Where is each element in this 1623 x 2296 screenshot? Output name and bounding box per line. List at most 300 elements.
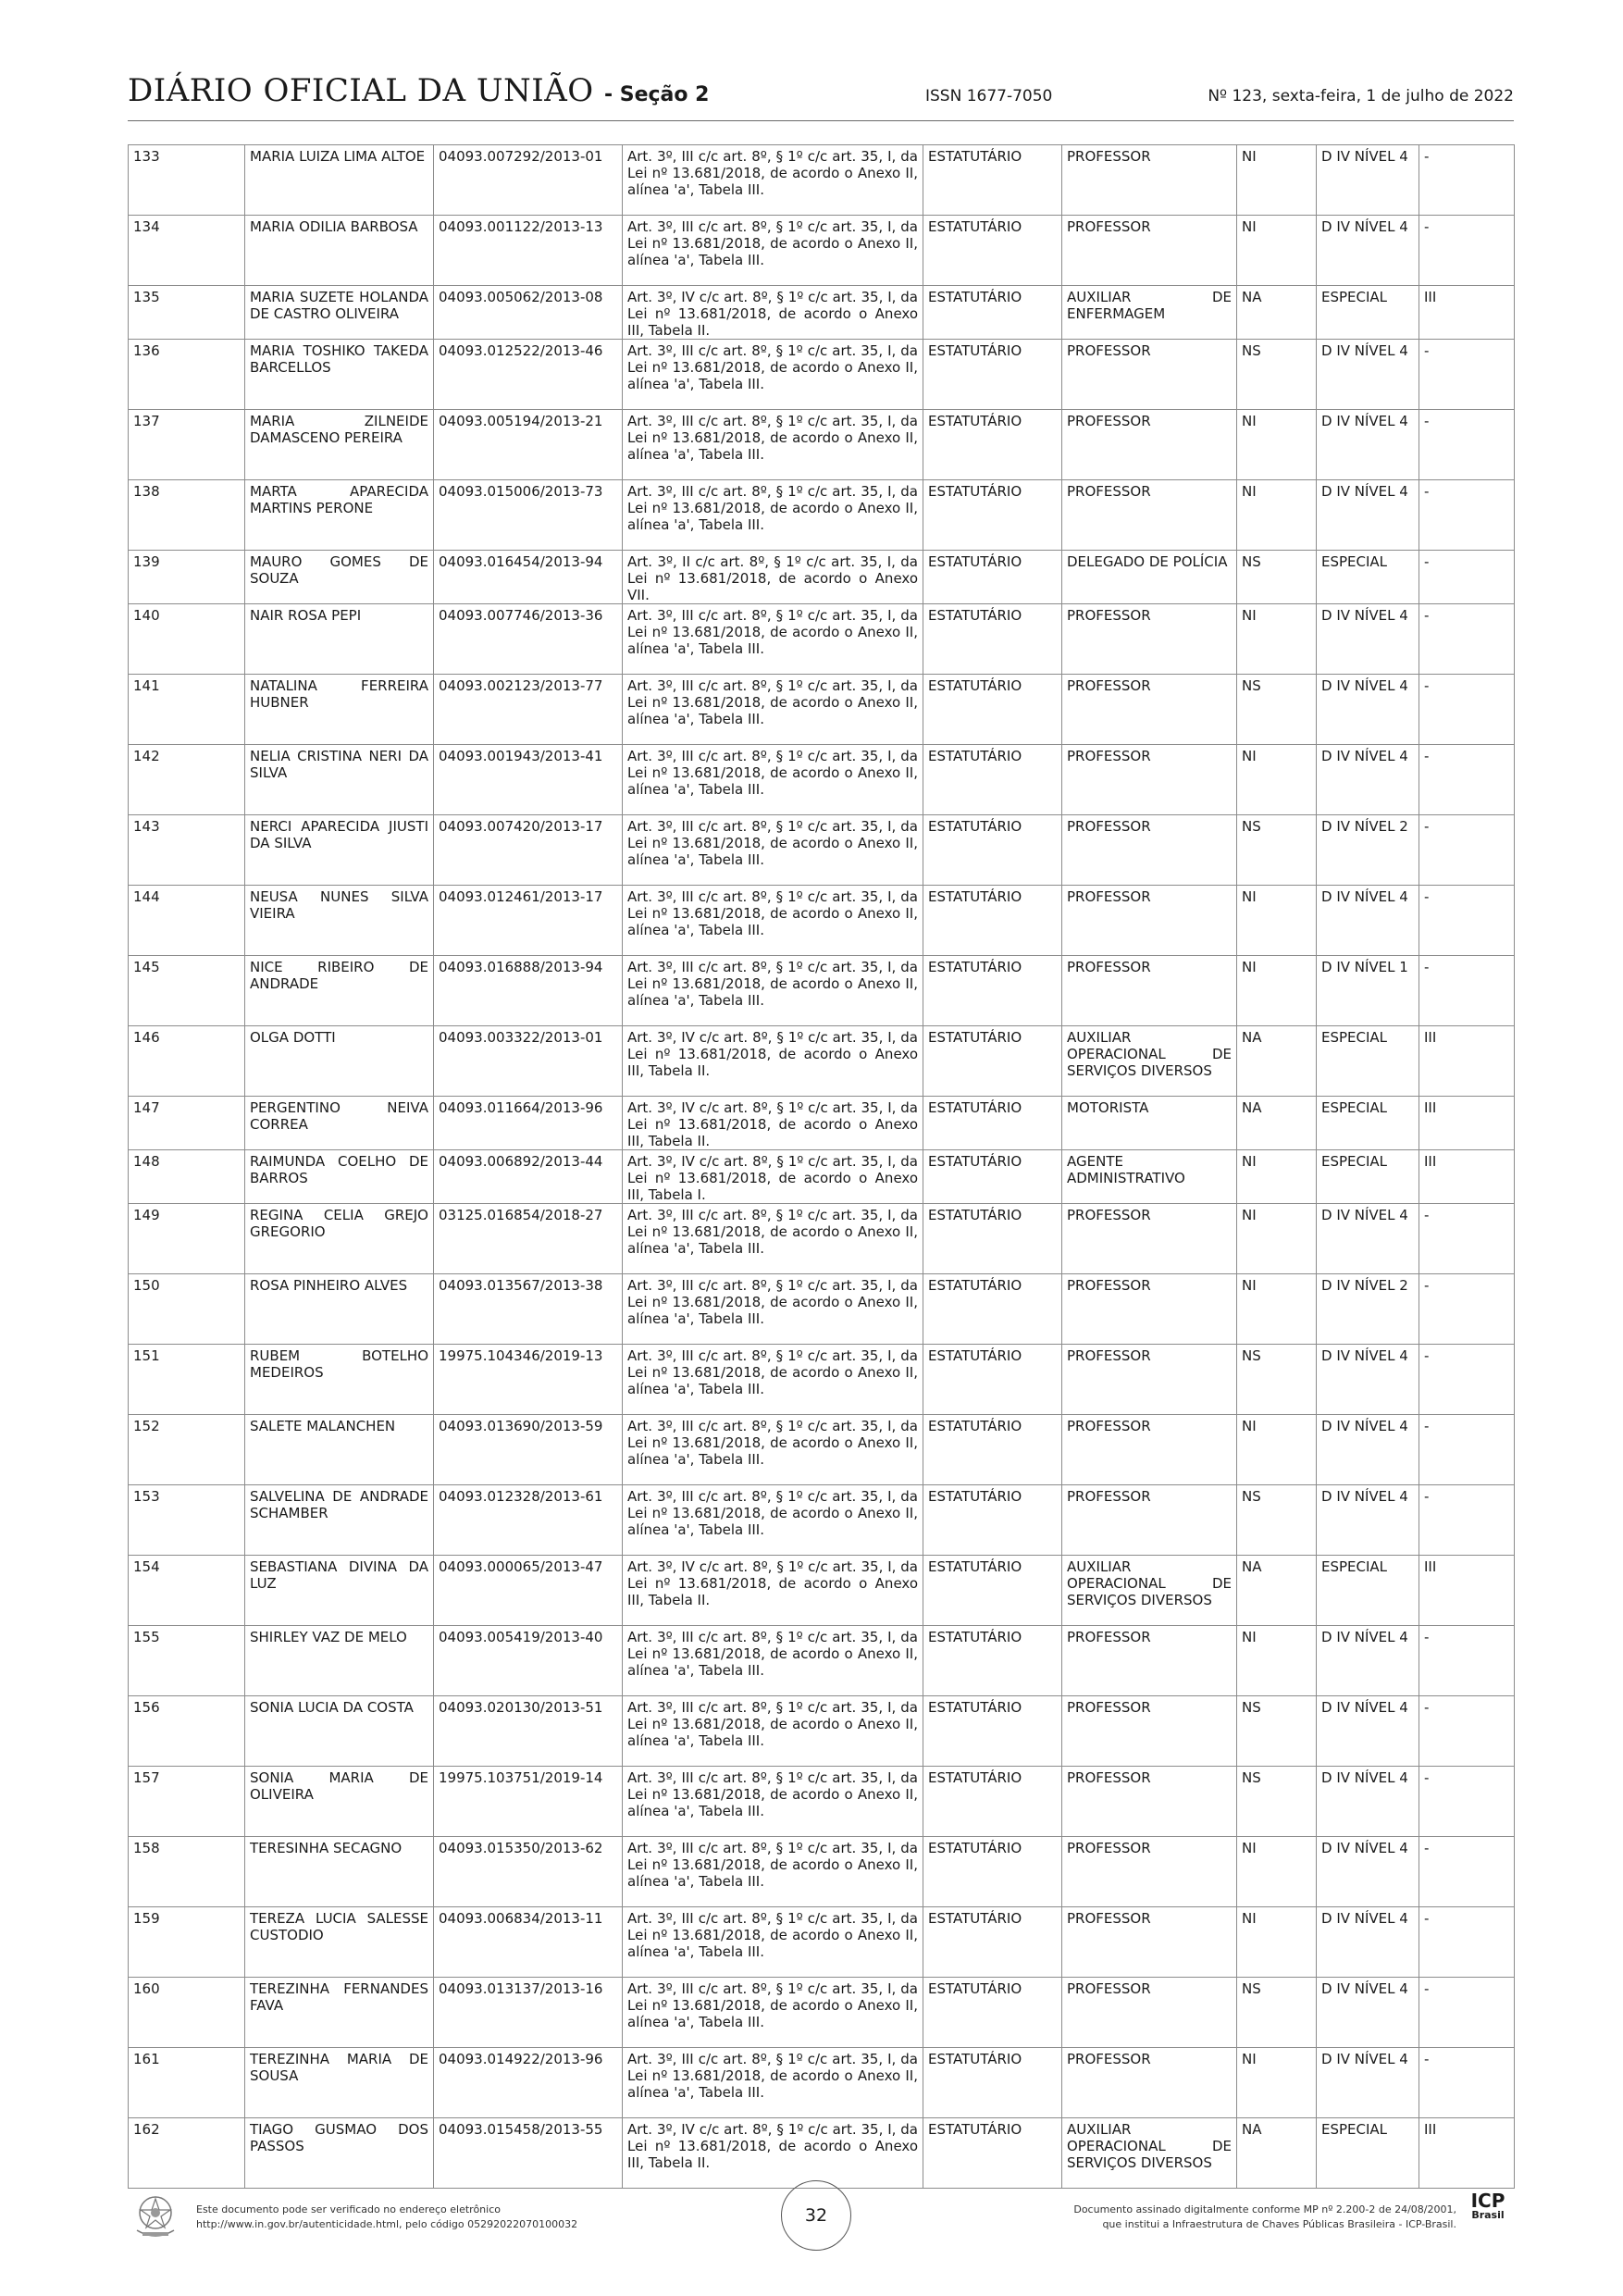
cell-regime: ESTATUTÁRIO [923,1696,1062,1767]
cell-position: AUXILIAR DE ENFERMAGEM [1062,286,1237,340]
cell-level: NA [1237,2118,1317,2189]
cell-standard: - [1419,604,1515,675]
cell-legal-basis: Art. 3º, III c/c art. 8º, § 1º c/c art. 35, I, da Lei nº 13.681/2018, de acordo o Anexo II, alínea 'a', Tabela III. [623,886,923,956]
cell-standard: - [1419,551,1515,604]
cell-legal-basis: Art. 3º, III c/c art. 8º, § 1º c/c art. 35, I, da Lei nº 13.681/2018, de acordo o Anexo II, alínea 'a', Tabela III. [623,410,923,480]
cell-process-number: 04093.000065/2013-47 [434,1556,623,1626]
cell-regime: ESTATUTÁRIO [923,1026,1062,1097]
cell-record-number: 154 [129,1556,245,1626]
cell-regime: ESTATUTÁRIO [923,1415,1062,1485]
page-header [128,70,1514,121]
cell-regime: ESTATUTÁRIO [923,480,1062,551]
republic-coat-of-arms-icon [130,2190,181,2241]
cell-server-name: RAIMUNDA COELHO DE BARROS [245,1150,434,1204]
cell-class-level: D IV NÍVEL 4 [1317,1626,1419,1696]
cell-server-name: TIAGO GUSMAO DOS PASSOS [245,2118,434,2189]
cell-regime: ESTATUTÁRIO [923,551,1062,604]
cell-position: PROFESSOR [1062,886,1237,956]
cell-server-name: MARIA ODILIA BARBOSA [245,216,434,286]
cell-server-name: RUBEM BOTELHO MEDEIROS [245,1345,434,1415]
verification-line-2: http://www.in.gov.br/autenticidade.html, pelo código 05292022070100032 [196,2218,578,2230]
cell-position: AUXILIAR OPERACIONAL DE SERVIÇOS DIVERSOS [1062,2118,1237,2189]
cell-level: NA [1237,1097,1317,1150]
cell-legal-basis: Art. 3º, IV c/c art. 8º, § 1º c/c art. 35, I, da Lei nº 13.681/2018, de acordo o Anexo III, Tabela II. [623,286,923,340]
cell-class-level: D IV NÍVEL 2 [1317,815,1419,886]
cell-position: PROFESSOR [1062,410,1237,480]
cell-server-name: REGINA CELIA GREJO GREGORIO [245,1204,434,1274]
cell-legal-basis: Art. 3º, III c/c art. 8º, § 1º c/c art. 35, I, da Lei nº 13.681/2018, de acordo o Anexo II, alínea 'a', Tabela III. [623,1274,923,1345]
cell-record-number: 145 [129,956,245,1026]
cell-class-level: D IV NÍVEL 4 [1317,1485,1419,1556]
cell-legal-basis: Art. 3º, III c/c art. 8º, § 1º c/c art. 35, I, da Lei nº 13.681/2018, de acordo o Anexo II, alínea 'a', Tabela III. [623,1907,923,1978]
cell-level: NI [1237,145,1317,216]
table-row [129,1837,1515,1907]
cell-legal-basis: Art. 3º, III c/c art. 8º, § 1º c/c art. 35, I, da Lei nº 13.681/2018, de acordo o Anexo II, alínea 'a', Tabela III. [623,956,923,1026]
cell-process-number: 19975.104346/2019-13 [434,1345,623,1415]
cell-server-name: PERGENTINO NEIVA CORREA [245,1097,434,1150]
cell-position: AGENTE ADMINISTRATIVO [1062,1150,1237,1204]
cell-process-number: 04093.016888/2013-94 [434,956,623,1026]
cell-level: NS [1237,340,1317,410]
cell-record-number: 161 [129,2048,245,2118]
cell-legal-basis: Art. 3º, III c/c art. 8º, § 1º c/c art. 35, I, da Lei nº 13.681/2018, de acordo o Anexo II, alínea 'a', Tabela III. [623,815,923,886]
cell-standard: - [1419,410,1515,480]
cell-position: AUXILIAR OPERACIONAL DE SERVIÇOS DIVERSOS [1062,1026,1237,1097]
cell-level: NI [1237,1626,1317,1696]
cell-server-name: NERCI APARECIDA JIUSTI DA SILVA [245,815,434,886]
cell-process-number: 04093.006834/2013-11 [434,1907,623,1978]
journal-title [128,72,709,109]
cell-record-number: 142 [129,745,245,815]
table-row [129,604,1515,675]
cell-process-number: 04093.020130/2013-51 [434,1696,623,1767]
cell-class-level: D IV NÍVEL 4 [1317,1978,1419,2048]
cell-standard: - [1419,815,1515,886]
table-row [129,1204,1515,1274]
cell-server-name: ROSA PINHEIRO ALVES [245,1274,434,1345]
cell-standard: III [1419,1026,1515,1097]
cell-standard: - [1419,1626,1515,1696]
cell-class-level: ESPECIAL [1317,551,1419,604]
table-row [129,675,1515,745]
table-row [129,956,1515,1026]
cell-record-number: 138 [129,480,245,551]
table-row [129,886,1515,956]
cell-regime: ESTATUTÁRIO [923,216,1062,286]
cell-server-name: MARIA TOSHIKO TAKEDA BARCELLOS [245,340,434,410]
cell-record-number: 144 [129,886,245,956]
cell-position: PROFESSOR [1062,1485,1237,1556]
table-row [129,1274,1515,1345]
signature-line-1: Documento assinado digitalmente conforme MP nº 2.200-2 de 24/08/2001, [1073,2203,1456,2215]
cell-process-number: 04093.005194/2013-21 [434,410,623,480]
cell-record-number: 149 [129,1204,245,1274]
cell-standard: - [1419,145,1515,216]
cell-legal-basis: Art. 3º, IV c/c art. 8º, § 1º c/c art. 35, I, da Lei nº 13.681/2018, de acordo o Anexo III, Tabela I. [623,1150,923,1204]
cell-class-level: D IV NÍVEL 4 [1317,745,1419,815]
cell-standard: - [1419,1204,1515,1274]
cell-legal-basis: Art. 3º, IV c/c art. 8º, § 1º c/c art. 35, I, da Lei nº 13.681/2018, de acordo o Anexo III, Tabela II. [623,1026,923,1097]
cell-level: NI [1237,604,1317,675]
cell-position: PROFESSOR [1062,1696,1237,1767]
cell-server-name: TERESINHA SECAGNO [245,1837,434,1907]
cell-standard: - [1419,886,1515,956]
cell-server-name: NEUSA NUNES SILVA VIEIRA [245,886,434,956]
cell-position: PROFESSOR [1062,1907,1237,1978]
cell-legal-basis: Art. 3º, III c/c art. 8º, § 1º c/c art. 35, I, da Lei nº 13.681/2018, de acordo o Anexo II, alínea 'a', Tabela III. [623,1485,923,1556]
cell-regime: ESTATUTÁRIO [923,340,1062,410]
cell-record-number: 133 [129,145,245,216]
cell-server-name: NELIA CRISTINA NERI DA SILVA [245,745,434,815]
table-row [129,1485,1515,1556]
cell-position: PROFESSOR [1062,216,1237,286]
cell-legal-basis: Art. 3º, III c/c art. 8º, § 1º c/c art. 35, I, da Lei nº 13.681/2018, de acordo o Anexo II, alínea 'a', Tabela III. [623,1345,923,1415]
cell-legal-basis: Art. 3º, III c/c art. 8º, § 1º c/c art. 35, I, da Lei nº 13.681/2018, de acordo o Anexo II, alínea 'a', Tabela III. [623,1767,923,1837]
cell-standard: - [1419,1978,1515,2048]
cell-server-name: MARIA ZILNEIDE DAMASCENO PEREIRA [245,410,434,480]
cell-legal-basis: Art. 3º, IV c/c art. 8º, § 1º c/c art. 35, I, da Lei nº 13.681/2018, de acordo o Anexo III, Tabela II. [623,1097,923,1150]
cell-legal-basis: Art. 3º, III c/c art. 8º, § 1º c/c art. 35, I, da Lei nº 13.681/2018, de acordo o Anexo II, alínea 'a', Tabela III. [623,480,923,551]
icp-brasil-logo [1464,2191,1512,2247]
cell-server-name: MAURO GOMES DE SOUZA [245,551,434,604]
cell-level: NI [1237,410,1317,480]
cell-standard: - [1419,1415,1515,1485]
table-row [129,145,1515,216]
cell-position: PROFESSOR [1062,1626,1237,1696]
cell-record-number: 150 [129,1274,245,1345]
cell-position: PROFESSOR [1062,675,1237,745]
cell-server-name: NATALINA FERREIRA HUBNER [245,675,434,745]
cell-position: MOTORISTA [1062,1097,1237,1150]
table-row [129,745,1515,815]
cell-class-level: D IV NÍVEL 4 [1317,1696,1419,1767]
cell-position: PROFESSOR [1062,815,1237,886]
cell-level: NS [1237,1767,1317,1837]
cell-level: NA [1237,1026,1317,1097]
cell-legal-basis: Art. 3º, III c/c art. 8º, § 1º c/c art. 35, I, da Lei nº 13.681/2018, de acordo o Anexo II, alínea 'a', Tabela III. [623,1978,923,2048]
cell-position: PROFESSOR [1062,1274,1237,1345]
cell-level: NS [1237,1696,1317,1767]
cell-class-level: D IV NÍVEL 4 [1317,1837,1419,1907]
cell-server-name: NICE RIBEIRO DE ANDRADE [245,956,434,1026]
cell-process-number: 04093.006892/2013-44 [434,1150,623,1204]
cell-level: NS [1237,1345,1317,1415]
section-label: - Seção 2 [603,83,710,106]
cell-regime: ESTATUTÁRIO [923,675,1062,745]
cell-server-name: TEREZINHA MARIA DE SOUSA [245,2048,434,2118]
cell-record-number: 134 [129,216,245,286]
table-row [129,2048,1515,2118]
cell-server-name: SALVELINA DE ANDRADE SCHAMBER [245,1485,434,1556]
cell-standard: - [1419,745,1515,815]
cell-regime: ESTATUTÁRIO [923,1097,1062,1150]
cell-class-level: D IV NÍVEL 4 [1317,340,1419,410]
table-row [129,1767,1515,1837]
cell-level: NI [1237,1837,1317,1907]
cell-regime: ESTATUTÁRIO [923,286,1062,340]
table-row [129,2118,1515,2189]
cell-regime: ESTATUTÁRIO [923,145,1062,216]
cell-record-number: 157 [129,1767,245,1837]
cell-process-number: 04093.014922/2013-96 [434,2048,623,2118]
cell-standard: III [1419,1556,1515,1626]
page-footer [128,2180,1514,2254]
cell-standard: - [1419,956,1515,1026]
cell-standard: - [1419,1274,1515,1345]
verification-line-1: Este documento pode ser verificado no endereço eletrônico [196,2203,501,2215]
cell-level: NI [1237,480,1317,551]
cell-process-number: 04093.003322/2013-01 [434,1026,623,1097]
cell-class-level: D IV NÍVEL 4 [1317,410,1419,480]
cell-process-number: 04093.013690/2013-59 [434,1415,623,1485]
cell-legal-basis: Art. 3º, III c/c art. 8º, § 1º c/c art. 35, I, da Lei nº 13.681/2018, de acordo o Anexo II, alínea 'a', Tabela III. [623,1837,923,1907]
cell-class-level: D IV NÍVEL 4 [1317,675,1419,745]
cell-record-number: 136 [129,340,245,410]
cell-level: NA [1237,1556,1317,1626]
cell-legal-basis: Art. 3º, III c/c art. 8º, § 1º c/c art. 35, I, da Lei nº 13.681/2018, de acordo o Anexo II, alínea 'a', Tabela III. [623,1626,923,1696]
cell-process-number: 04093.007292/2013-01 [434,145,623,216]
cell-position: PROFESSOR [1062,1767,1237,1837]
cell-process-number: 04093.012461/2013-17 [434,886,623,956]
cell-process-number: 04093.011664/2013-96 [434,1097,623,1150]
cell-class-level: D IV NÍVEL 4 [1317,216,1419,286]
cell-standard: - [1419,1837,1515,1907]
cell-class-level: ESPECIAL [1317,286,1419,340]
cell-level: NS [1237,675,1317,745]
cell-record-number: 147 [129,1097,245,1150]
cell-server-name: OLGA DOTTI [245,1026,434,1097]
cell-class-level: D IV NÍVEL 4 [1317,1204,1419,1274]
cell-standard: III [1419,286,1515,340]
cell-class-level: D IV NÍVEL 4 [1317,2048,1419,2118]
cell-legal-basis: Art. 3º, III c/c art. 8º, § 1º c/c art. 35, I, da Lei nº 13.681/2018, de acordo o Anexo II, alínea 'a', Tabela III. [623,145,923,216]
cell-legal-basis: Art. 3º, III c/c art. 8º, § 1º c/c art. 35, I, da Lei nº 13.681/2018, de acordo o Anexo II, alínea 'a', Tabela III. [623,2048,923,2118]
cell-position: PROFESSOR [1062,604,1237,675]
cell-level: NS [1237,815,1317,886]
cell-class-level: D IV NÍVEL 4 [1317,1907,1419,1978]
cell-server-name: SALETE MALANCHEN [245,1415,434,1485]
cell-position: PROFESSOR [1062,340,1237,410]
cell-class-level: ESPECIAL [1317,1150,1419,1204]
cell-regime: ESTATUTÁRIO [923,1626,1062,1696]
cell-server-name: MARTA APARECIDA MARTINS PERONE [245,480,434,551]
cell-legal-basis: Art. 3º, III c/c art. 8º, § 1º c/c art. 35, I, da Lei nº 13.681/2018, de acordo o Anexo II, alínea 'a', Tabela III. [623,745,923,815]
table-row [129,1097,1515,1150]
cell-position: PROFESSOR [1062,956,1237,1026]
cell-process-number: 04093.002123/2013-77 [434,675,623,745]
icp-logo-top: ICP [1470,2190,1505,2212]
cell-process-number: 04093.015350/2013-62 [434,1837,623,1907]
cell-level: NI [1237,1907,1317,1978]
table-row [129,815,1515,886]
cell-record-number: 143 [129,815,245,886]
cell-process-number: 19975.103751/2019-14 [434,1767,623,1837]
cell-standard: III [1419,2118,1515,2189]
journal-name: DIÁRIO OFICIAL DA UNIÃO [128,72,594,109]
table-row [129,1150,1515,1204]
cell-level: NI [1237,1204,1317,1274]
cell-server-name: SHIRLEY VAZ DE MELO [245,1626,434,1696]
cell-record-number: 153 [129,1485,245,1556]
cell-process-number: 04093.001122/2013-13 [434,216,623,286]
table-row [129,340,1515,410]
cell-class-level: D IV NÍVEL 4 [1317,1345,1419,1415]
cell-position: AUXILIAR OPERACIONAL DE SERVIÇOS DIVERSOS [1062,1556,1237,1626]
cell-class-level: D IV NÍVEL 4 [1317,604,1419,675]
cell-regime: ESTATUTÁRIO [923,1274,1062,1345]
cell-record-number: 146 [129,1026,245,1097]
cell-regime: ESTATUTÁRIO [923,1978,1062,2048]
cell-regime: ESTATUTÁRIO [923,745,1062,815]
cell-record-number: 158 [129,1837,245,1907]
cell-record-number: 156 [129,1696,245,1767]
records-table [128,144,1515,2189]
cell-record-number: 152 [129,1415,245,1485]
cell-standard: III [1419,1097,1515,1150]
cell-record-number: 160 [129,1978,245,2048]
icp-logo-bottom: Brasil [1471,2209,1505,2221]
cell-regime: ESTATUTÁRIO [923,1485,1062,1556]
cell-record-number: 140 [129,604,245,675]
table-row [129,286,1515,340]
cell-class-level: ESPECIAL [1317,2118,1419,2189]
cell-legal-basis: Art. 3º, III c/c art. 8º, § 1º c/c art. 35, I, da Lei nº 13.681/2018, de acordo o Anexo II, alínea 'a', Tabela III. [623,675,923,745]
cell-legal-basis: Art. 3º, III c/c art. 8º, § 1º c/c art. 35, I, da Lei nº 13.681/2018, de acordo o Anexo II, alínea 'a', Tabela III. [623,340,923,410]
cell-standard: III [1419,1150,1515,1204]
cell-process-number: 04093.007420/2013-17 [434,815,623,886]
cell-process-number: 04093.012522/2013-46 [434,340,623,410]
edition-date: Nº 123, sexta-feira, 1 de julho de 2022 [1208,87,1514,105]
cell-record-number: 137 [129,410,245,480]
cell-regime: ESTATUTÁRIO [923,410,1062,480]
cell-level: NI [1237,886,1317,956]
cell-regime: ESTATUTÁRIO [923,2048,1062,2118]
cell-position: PROFESSOR [1062,1415,1237,1485]
cell-record-number: 141 [129,675,245,745]
page-number: 32 [781,2180,851,2251]
cell-legal-basis: Art. 3º, III c/c art. 8º, § 1º c/c art. 35, I, da Lei nº 13.681/2018, de acordo o Anexo II, alínea 'a', Tabela III. [623,1204,923,1274]
cell-level: NI [1237,1150,1317,1204]
cell-standard: - [1419,2048,1515,2118]
cell-class-level: ESPECIAL [1317,1097,1419,1150]
cell-level: NI [1237,216,1317,286]
cell-server-name: MARIA LUIZA LIMA ALTOE [245,145,434,216]
table-row [129,1026,1515,1097]
cell-level: NA [1237,286,1317,340]
cell-regime: ESTATUTÁRIO [923,1150,1062,1204]
cell-server-name: SEBASTIANA DIVINA DA LUZ [245,1556,434,1626]
cell-position: PROFESSOR [1062,1837,1237,1907]
cell-legal-basis: Art. 3º, III c/c art. 8º, § 1º c/c art. 35, I, da Lei nº 13.681/2018, de acordo o Anexo II, alínea 'a', Tabela III. [623,1415,923,1485]
cell-regime: ESTATUTÁRIO [923,815,1062,886]
cell-level: NS [1237,1485,1317,1556]
cell-class-level: D IV NÍVEL 4 [1317,145,1419,216]
cell-level: NI [1237,1415,1317,1485]
cell-position: PROFESSOR [1062,480,1237,551]
cell-regime: ESTATUTÁRIO [923,1837,1062,1907]
cell-process-number: 04093.016454/2013-94 [434,551,623,604]
cell-record-number: 155 [129,1626,245,1696]
cell-standard: - [1419,1907,1515,1978]
digital-signature-note [1073,2203,1456,2232]
cell-regime: ESTATUTÁRIO [923,1556,1062,1626]
cell-standard: - [1419,675,1515,745]
cell-record-number: 148 [129,1150,245,1204]
cell-regime: ESTATUTÁRIO [923,604,1062,675]
cell-standard: - [1419,1345,1515,1415]
cell-position: PROFESSOR [1062,1978,1237,2048]
table-row [129,1415,1515,1485]
cell-legal-basis: Art. 3º, III c/c art. 8º, § 1º c/c art. 35, I, da Lei nº 13.681/2018, de acordo o Anexo II, alínea 'a', Tabela III. [623,1696,923,1767]
cell-level: NS [1237,1978,1317,2048]
cell-level: NI [1237,956,1317,1026]
cell-position: PROFESSOR [1062,145,1237,216]
issn: ISSN 1677-7050 [925,87,1053,105]
cell-server-name: TEREZINHA FERNANDES FAVA [245,1978,434,2048]
table-row [129,1556,1515,1626]
cell-class-level: D IV NÍVEL 4 [1317,886,1419,956]
cell-process-number: 04093.001943/2013-41 [434,745,623,815]
cell-legal-basis: Art. 3º, II c/c art. 8º, § 1º c/c art. 35, I, da Lei nº 13.681/2018, de acordo o Anexo VII. [623,551,923,604]
cell-process-number: 03125.016854/2018-27 [434,1204,623,1274]
cell-process-number: 04093.015458/2013-55 [434,2118,623,2189]
cell-level: NI [1237,1274,1317,1345]
table-row [129,1978,1515,2048]
cell-legal-basis: Art. 3º, III c/c art. 8º, § 1º c/c art. 35, I, da Lei nº 13.681/2018, de acordo o Anexo II, alínea 'a', Tabela III. [623,604,923,675]
cell-process-number: 04093.005062/2013-08 [434,286,623,340]
cell-server-name: SONIA MARIA DE OLIVEIRA [245,1767,434,1837]
cell-server-name: NAIR ROSA PEPI [245,604,434,675]
cell-record-number: 162 [129,2118,245,2189]
table-row [129,551,1515,604]
table-row [129,1907,1515,1978]
cell-server-name: MARIA SUZETE HOLANDA DE CASTRO OLIVEIRA [245,286,434,340]
cell-position: DELEGADO DE POLÍCIA [1062,551,1237,604]
cell-regime: ESTATUTÁRIO [923,1345,1062,1415]
verification-note [196,2203,577,2232]
cell-class-level: ESPECIAL [1317,1556,1419,1626]
cell-position: PROFESSOR [1062,1345,1237,1415]
cell-server-name: SONIA LUCIA DA COSTA [245,1696,434,1767]
cell-regime: ESTATUTÁRIO [923,1907,1062,1978]
cell-record-number: 159 [129,1907,245,1978]
cell-class-level: D IV NÍVEL 4 [1317,480,1419,551]
cell-standard: - [1419,480,1515,551]
cell-class-level: ESPECIAL [1317,1026,1419,1097]
cell-class-level: D IV NÍVEL 1 [1317,956,1419,1026]
cell-regime: ESTATUTÁRIO [923,956,1062,1026]
cell-position: PROFESSOR [1062,745,1237,815]
cell-process-number: 04093.005419/2013-40 [434,1626,623,1696]
cell-process-number: 04093.015006/2013-73 [434,480,623,551]
table-row [129,216,1515,286]
table-row [129,480,1515,551]
cell-regime: ESTATUTÁRIO [923,2118,1062,2189]
cell-regime: ESTATUTÁRIO [923,1204,1062,1274]
cell-server-name: TEREZA LUCIA SALESSE CUSTODIO [245,1907,434,1978]
cell-level: NI [1237,2048,1317,2118]
table-row [129,1696,1515,1767]
cell-class-level: D IV NÍVEL 4 [1317,1415,1419,1485]
cell-regime: ESTATUTÁRIO [923,886,1062,956]
cell-process-number: 04093.013567/2013-38 [434,1274,623,1345]
table-row [129,1345,1515,1415]
cell-standard: - [1419,340,1515,410]
cell-legal-basis: Art. 3º, IV c/c art. 8º, § 1º c/c art. 35, I, da Lei nº 13.681/2018, de acordo o Anexo III, Tabela II. [623,1556,923,1626]
cell-standard: - [1419,1696,1515,1767]
cell-record-number: 135 [129,286,245,340]
cell-process-number: 04093.007746/2013-36 [434,604,623,675]
